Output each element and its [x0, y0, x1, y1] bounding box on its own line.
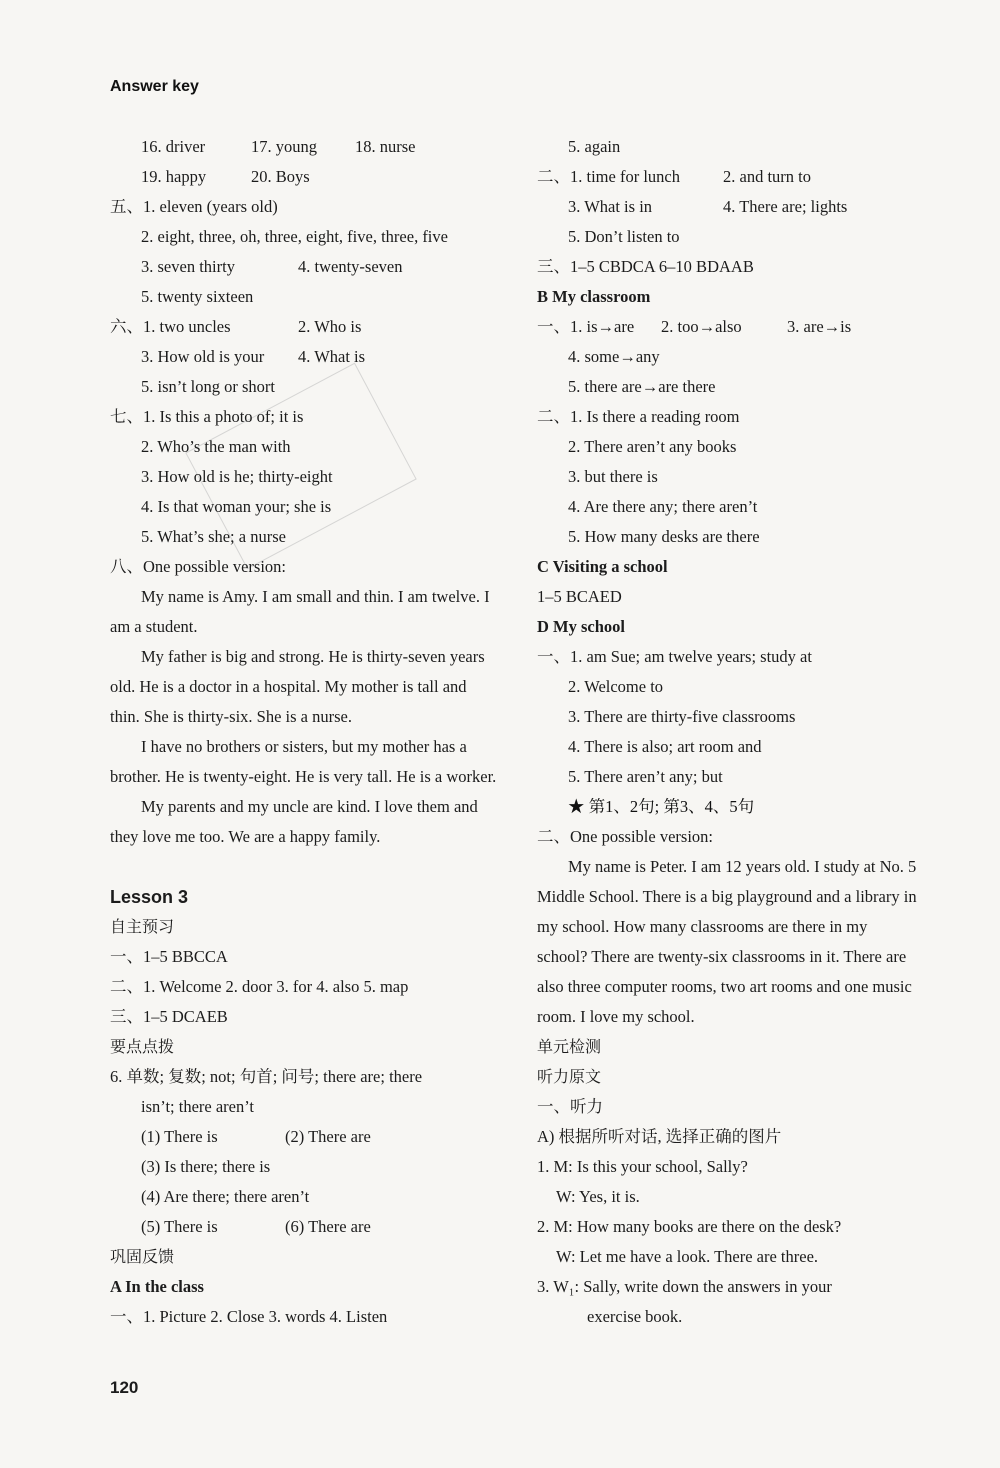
answer-line: 一、1. Picture 2. Close 3. words 4. Listen — [110, 1307, 388, 1326]
page-header: Answer key — [110, 78, 199, 95]
answer-line: 2. There aren’t any books — [568, 437, 737, 456]
answer-line: 16. driver 17. young 18. nurse — [141, 137, 416, 156]
answer-line: 5. Don’t listen to — [568, 227, 680, 246]
answer-line: 2. Welcome to — [568, 677, 664, 696]
answer-line: 6. 单数; 复数; not; 句首; 问号; there are; there — [110, 1067, 423, 1086]
answer-line: 3. but there is — [568, 467, 658, 486]
essay-paragraph: My name is Peter. I am 12 years old. I study at No. 5 Middle School. There is a big playground and a library in my school. How many classrooms are there in my school? There are twenty-six classrooms in it. There are also three computer rooms, two art rooms and one music room. I love my school. — [537, 857, 917, 1026]
answer-line: 4. Are there any; there aren’t — [568, 497, 758, 516]
answer-line: 二、1. Is there a reading room — [537, 407, 740, 426]
answer-line: (1) There is (2) There are — [141, 1127, 371, 1146]
answer-line: 4. There is also; art room and — [568, 737, 762, 756]
answer-line: 3. There are thirty-five classrooms — [568, 707, 796, 726]
section-heading: 听力原文 — [537, 1067, 602, 1086]
answer-line: W: Yes, it is. — [556, 1187, 640, 1206]
section-heading: D My school — [537, 617, 625, 636]
answer-line: 七、1. Is this a photo of; it is — [110, 407, 304, 426]
answer-line: 八、One possible version: — [110, 557, 286, 576]
answer-line: 2. Who’s the man with — [141, 437, 291, 456]
lesson-title: Lesson 3 — [110, 887, 189, 907]
answer-line: 五、1. eleven (years old) — [110, 197, 278, 216]
answer-line: isn’t; there aren’t — [141, 1097, 255, 1116]
section-heading: A In the class — [110, 1277, 204, 1296]
section-heading: 巩固反馈 — [110, 1247, 175, 1266]
answer-line: W: Let me have a look. There are three. — [556, 1247, 819, 1266]
answer-line: 19. happy 20. Boys — [141, 167, 310, 186]
answer-line: (4) Are there; there aren’t — [141, 1187, 310, 1206]
answer-line: 一、听力 — [537, 1097, 603, 1116]
section-heading: 单元检测 — [537, 1037, 602, 1056]
section-heading: 自主预习 — [110, 917, 175, 936]
answer-line: ★ 第1、2句; 第3、4、5句 — [568, 797, 755, 816]
answer-line: 三、1–5 CBDCA 6–10 BDAAB — [537, 257, 754, 276]
essay-paragraph: My name is Amy. I am small and thin. I am twelve. I am a student. — [110, 587, 490, 636]
answer-line: 1–5 BCAED — [537, 587, 622, 606]
answer-line: 5. What’s she; a nurse — [141, 527, 286, 546]
section-heading: C Visiting a school — [537, 557, 668, 576]
answer-line: 4. some→any — [568, 347, 660, 366]
answer-line: 六、1. two uncles 2. Who is — [110, 317, 362, 336]
essay-paragraph: My father is big and strong. He is thirty-seven years old. He is a doctor in a hospital. My mother is tall and thin. She is thirty-six. She is a nurse. — [110, 647, 485, 726]
answer-line: 1. M: Is this your school, Sally? — [537, 1157, 748, 1176]
essay-paragraph: My parents and my uncle are kind. I love them and they love me too. We are a happy family. — [110, 797, 478, 846]
page-number: 120 — [110, 1378, 139, 1397]
answer-line: 5. How many desks are there — [568, 527, 760, 546]
answer-line: 二、One possible version: — [537, 827, 713, 846]
answer-line: 二、1. time for lunch 2. and turn to — [537, 167, 811, 186]
answer-line: 5. There aren’t any; but — [568, 767, 723, 786]
answer-line: 5. isn’t long or short — [141, 377, 275, 396]
essay-paragraph: I have no brothers or sisters, but my mother has a brother. He is twenty-eight. He is very tall. He is a worker. — [110, 737, 497, 786]
answer-line: 一、1. is→are 2. too→also 3. are→is — [537, 317, 852, 336]
answer-line: 5. again — [568, 137, 621, 156]
answer-line: A) 根据所听对话, 选择正确的图片 — [537, 1127, 782, 1146]
answer-line: 5. twenty sixteen — [141, 287, 254, 306]
answer-line: 三、1–5 DCAEB — [110, 1007, 228, 1026]
answer-line: 2. eight, three, oh, three, eight, five, three, five — [141, 227, 448, 246]
answer-line: 一、1. am Sue; am twelve years; study at — [537, 647, 812, 666]
answer-line: 4. Is that woman your; she is — [141, 497, 332, 516]
section-heading: B My classroom — [537, 287, 651, 306]
answer-line: (3) Is there; there is — [141, 1157, 271, 1176]
answer-line: exercise book. — [587, 1307, 683, 1326]
answer-line: 3. seven thirty 4. twenty-seven — [141, 257, 403, 276]
answer-line: (5) There is (6) There are — [141, 1217, 371, 1236]
answer-line: 一、1–5 BBCCA — [110, 947, 228, 966]
answer-line: 3. How old is he; thirty-eight — [141, 467, 333, 486]
right-column — [537, 132, 917, 1332]
answer-line: 2. M: How many books are there on the desk? — [537, 1217, 842, 1236]
section-heading: 要点点拨 — [110, 1037, 175, 1056]
answer-line: 3. What is in 4. There are; lights — [568, 197, 848, 216]
left-column — [110, 132, 500, 1332]
answer-line: 二、1. Welcome 2. door 3. for 4. also 5. map — [110, 977, 409, 996]
answer-line: 3. W₁: Sally, write down the answers in your — [537, 1277, 832, 1296]
answer-line: 5. there are→are there — [568, 377, 716, 396]
answer-line: 3. How old is your 4. What is — [141, 347, 366, 366]
